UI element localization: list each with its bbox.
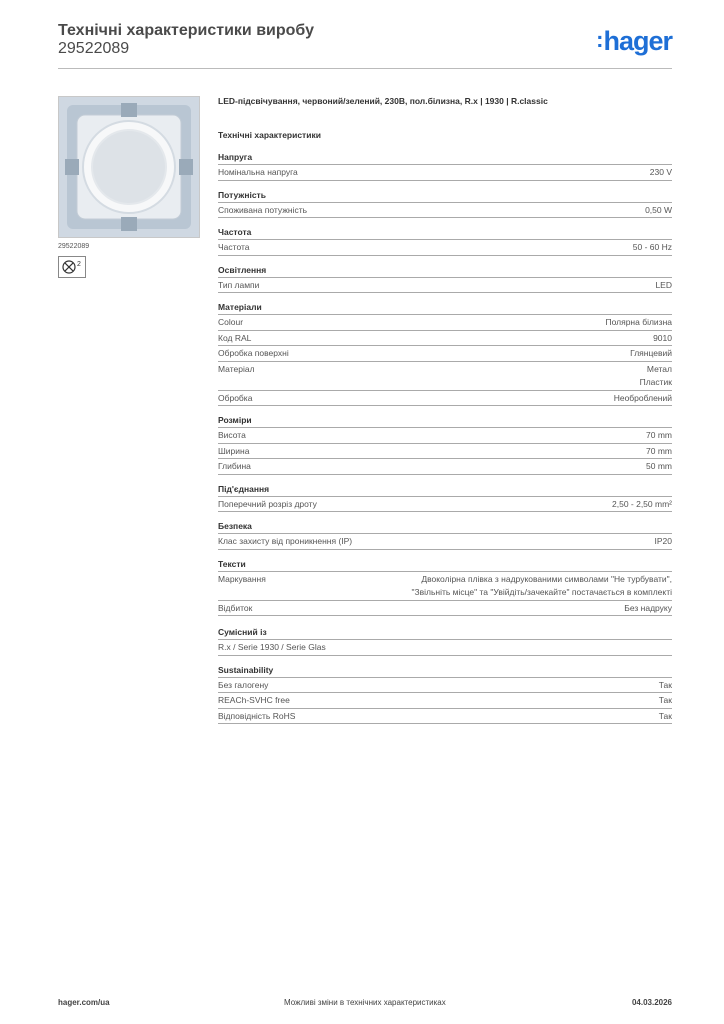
spec-label: Клас захисту від проникнення (IP) [218,536,353,546]
spec-group [218,484,672,513]
product-image-panel [58,96,200,278]
spec-group [218,559,672,617]
spec-value: 2,50 - 2,50 mm² [612,498,672,509]
spec-label: Colour [218,317,244,327]
spec-row [218,444,672,460]
spec-label: Відбиток [218,602,253,613]
spec-group-title: Під'єднання [218,484,672,497]
footer-date: 04.03.2026 [631,998,672,1007]
spec-group [218,665,672,725]
spec-label: REACh-SVHC free [218,695,290,705]
document-title: Технічні характеристики виробу [58,22,314,39]
spec-value: 230 V [649,167,672,177]
spec-row [218,678,672,694]
product-code: 29522089 [58,40,130,57]
spec-label: Споживана потужність [218,204,308,215]
spec-label: Висота [218,430,246,440]
spec-row-continuation [218,585,672,601]
spec-value: 0,50 W [645,204,672,215]
spec-value: Полярна білизна [605,317,672,327]
spec-label: Без галогену [218,679,269,690]
spec-row [218,240,672,256]
spec-row [218,315,672,331]
spec-label: Маркування [218,573,266,584]
spec-group-title: Напруга [218,152,672,165]
spec-row [218,331,672,347]
spec-group [218,521,672,550]
spec-label: Глибина [218,461,251,471]
lamp-symbol [58,256,86,278]
spec-row [218,428,672,444]
spec-group [218,227,672,256]
spec-value: LED [655,279,672,290]
spec-group-title: Розміри [218,415,672,428]
spec-group [218,265,672,294]
spec-label: Відповідність RoHS [218,710,296,721]
spec-group-title: Безпека [218,521,672,534]
product-image [58,96,200,238]
spec-group [218,190,672,219]
spec-label: R.x / Serie 1930 / Serie Glas [218,642,326,652]
spec-row [218,640,672,656]
spec-row-continuation [218,375,672,391]
spec-group-title: Освітлення [218,265,672,278]
spec-label: Частота [218,242,250,252]
spec-value: Глянцевий [630,348,672,358]
spec-value: Так [658,679,672,690]
logo-text: hager [603,26,672,56]
spec-row [218,362,672,376]
spec-value-line2: "Звільніть місце" та "Увійдіть/зачекайте" постачається в комплекті [411,587,672,597]
spec-row [218,278,672,294]
lamp-symbol-sup: 2 [77,261,81,268]
logo-mark-icon: : [596,27,603,52]
spec-label: Обробка поверхні [218,348,289,358]
spec-value: Метал [646,363,672,374]
spec-label: Матеріал [218,363,255,374]
spec-label: Тип лампи [218,279,260,290]
spec-value: 50 mm [646,461,672,471]
spec-label: Поперечний розріз дроту [218,498,317,509]
article-number: 29522089 [58,243,90,250]
spec-section-title: Технічні характеристики [218,130,321,140]
spec-group [218,152,672,181]
spec-row [218,709,672,725]
spec-value: Необроблений [613,392,672,403]
spec-value: Двоколірна плівка з надрукованими символами "Не турбувати", [421,573,672,584]
spec-value: 9010 [653,332,672,343]
spec-row [218,346,672,362]
spec-row [218,497,672,513]
spec-value: 70 mm [646,430,672,440]
spec-group-title: Тексти [218,559,672,572]
spec-row [218,165,672,181]
spec-panel [218,96,672,733]
spec-value: 50 - 60 Hz [632,242,672,252]
spec-group [218,627,672,656]
footer-website: hager.com/ua [58,998,110,1007]
spec-value: 70 mm [646,445,672,456]
hager-logo [596,26,672,57]
spec-row [218,693,672,709]
footer-notice: Можливі зміни в технічних характеристиках [284,998,446,1007]
spec-value: Так [658,710,672,721]
spec-label: Номінальна напруга [218,167,298,177]
spec-value: Без надруку [624,602,672,613]
spec-group [218,302,672,406]
spec-label: Ширина [218,445,250,456]
spec-row [218,534,672,550]
spec-row [218,572,672,586]
spec-row [218,203,672,219]
spec-groups [218,152,672,724]
spec-row [218,601,672,617]
spec-group-title: Частота [218,227,672,240]
document-header [58,22,314,58]
spec-group-title: Сумісний із [218,627,672,640]
spec-value: Так [658,695,672,705]
lamp-icon [61,259,83,275]
spec-row [218,459,672,475]
spec-group-title: Матеріали [218,302,672,315]
spec-group-title: Потужність [218,190,672,203]
spec-label: Код RAL [218,332,252,343]
spec-group [218,415,672,475]
product-description: LED-підсвічування, червоний/зелений, 230В, пол.білизна, R.x | 1930 | R.classic [218,96,548,106]
spec-value: IP20 [654,536,672,546]
header-divider [58,68,672,69]
spec-value-line2: Пластик [639,377,672,387]
spec-label: Обробка [218,392,253,403]
spec-row [218,391,672,407]
spec-group-title: Sustainability [218,665,672,678]
product-photo-icon [59,97,199,237]
